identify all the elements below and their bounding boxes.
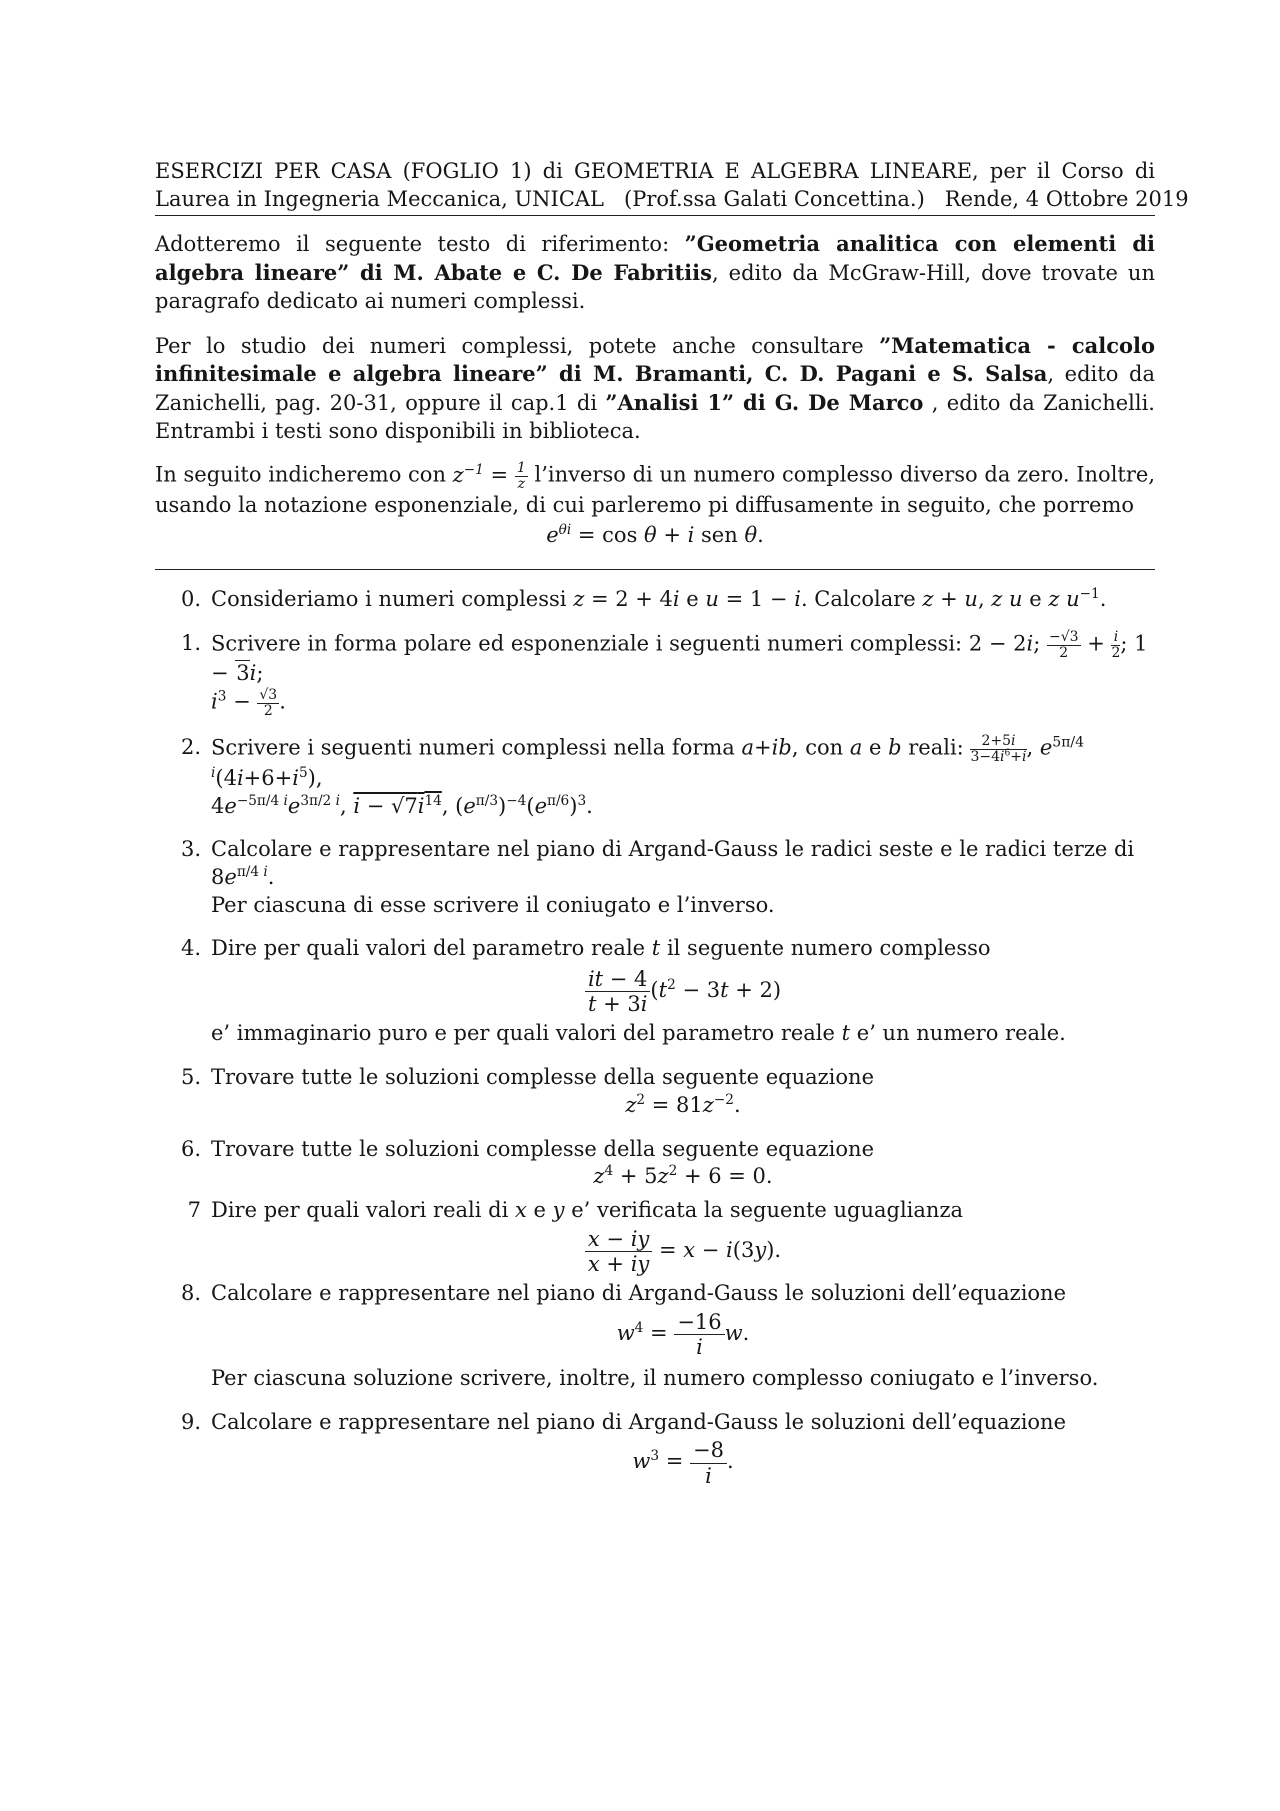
intro-text: l’inverso di un numero complesso diverso da zero. Inoltre, usando la notazione esponenziale, di cui parleremo pi diffusamente in seguito, che porremo bbox=[155, 463, 1155, 517]
exercise-text: Per ciascuna soluzione scrivere, inoltre, il numero complesso coniugato e l’inverso. bbox=[211, 1366, 1099, 1391]
exercise-text: e’ verificata la seguente uguaglianza bbox=[571, 1198, 964, 1223]
document-page bbox=[155, 158, 1189, 1488]
header-line-1: ESERCIZI PER CASA (FOGLIO 1) di GEOMETRIA E ALGEBRA LINEARE, per il Corso di bbox=[155, 159, 1155, 183]
exercise-number: 2. bbox=[180, 735, 201, 760]
section-divider bbox=[155, 569, 1155, 570]
exercise-5 bbox=[169, 1064, 1155, 1119]
reference-book-1: ”Geometria analitica con elementi di algebra lineare” di M. Abate e C. De Fabritiis bbox=[155, 231, 1155, 286]
exercise-3: 3. Calcolare e rappresentare nel piano di Argand-Gauss le radici seste e le radici terze di $8e^{\pi/4 i}$. Per ciascuna di esse scrivere il coniugato e l’inverso. bbox=[169, 836, 1155, 919]
exercise-number: 1. bbox=[180, 631, 201, 655]
exercise-text: Trovare tutte le soluzioni complesse della seguente equazione bbox=[211, 1136, 874, 1161]
exercise-2: 2. Scrivere i seguenti numeri complessi nella forma a+ib, con a e b reali: $\frac{2+5i}{3-4i^6+i}$ , $e^{5\pi/4 i}(4i+6+i^5)$, $4e^{-5\pi/4 i}e^{3\pi/2 i}$, $i - √7i^{14}$, $(e^{\pi/3})^{-4}(e^{\pi/6})^3$. bbox=[169, 734, 1155, 820]
exercise-text: Calcolare e rappresentare nel piano di Argand-Gauss le soluzioni dell’equazione bbox=[211, 1409, 1067, 1434]
intro-paragraph-3 bbox=[155, 461, 1155, 519]
reference-book-3: ”Analisi 1” di G. De Marco bbox=[605, 390, 924, 416]
exercise-list bbox=[169, 586, 1155, 1487]
exercise-9-formula: $w^3$ = $\frac{-8}{i}$ . bbox=[632, 1438, 734, 1488]
intro-text: , edito da Zanichelli, pag. 20-31, oppure il cap.1 di bbox=[155, 362, 1155, 416]
exercise-number: 8. bbox=[180, 1281, 201, 1306]
header-divider bbox=[155, 215, 1155, 216]
intro-paragraph-1 bbox=[155, 230, 1155, 315]
math-inline: $z^{-1}$ = $\frac{1}{z}$ bbox=[452, 460, 526, 493]
exercise-7-formula: $\frac{x - iy}{x + iy}$ = x − i(3y). bbox=[211, 1227, 1155, 1276]
exercise-number: 6. bbox=[180, 1136, 201, 1161]
exercise-1: 1. Scrivere in forma polare ed esponenziale i seguenti numeri complessi: 2 − 2i; $\frac{-√3}{2}$ + $\frac{i}{2}$ ; 1 − 3i; $i^3$ − $\frac{√3}{2}$ . bbox=[169, 630, 1155, 718]
exercise-text: il seguente numero complesso bbox=[666, 936, 991, 961]
exercise-7: 7 Dire per quali valori reali di x e y e’ verificata la seguente uguaglianza $\frac{x - iy}{x + iy}$ = x − i(3y). bbox=[169, 1197, 1155, 1276]
intro-text: , edito da McGraw-Hill, dove trovate un paragrafo dedicato ai numeri complessi. bbox=[155, 261, 1155, 313]
exercise-8 bbox=[169, 1280, 1155, 1393]
intro-text: Per lo studio dei numeri complessi, potete anche consultare bbox=[155, 333, 880, 358]
exercise-number: 5. bbox=[180, 1065, 201, 1090]
intro-paragraph-2 bbox=[155, 332, 1155, 446]
exercise-text: e’ un numero reale. bbox=[856, 1021, 1066, 1046]
exercise-number: 7 bbox=[187, 1198, 201, 1223]
reference-book-2: ”Matematica - calcolo infinitesimale e algebra lineare” di M. Bramanti, C. D. Pagani e S. Salsa bbox=[155, 332, 1155, 387]
exercise-6-formula: $z^4 + 5z^2 + 6 = 0$. bbox=[593, 1163, 773, 1189]
document-header bbox=[155, 158, 1189, 213]
exercise-text: Dire per quali valori del parametro reale bbox=[211, 936, 646, 961]
exercise-text: Trovare tutte le soluzioni complesse della seguente equazione bbox=[211, 1065, 874, 1090]
exercise-4-formula: $\frac{it - 4}{t + 3i}$ $(t^2 - 3t + 2)$ bbox=[211, 967, 1155, 1016]
exercise-9 bbox=[169, 1409, 1155, 1488]
intro-text: , edito da Zanichelli. Entrambi i testi sono disponibili in biblioteca. bbox=[155, 391, 1155, 443]
exercise-text: Calcolare e rappresentare nel piano di Argand-Gauss le soluzioni dell’equazione bbox=[211, 1281, 1067, 1306]
exercise-4: 4. Dire per quali valori del parametro reale t il seguente numero complesso $\frac{it - 4}{t + 3i}$ $(t^2 - 3t + 2)$ e’ immaginario puro e per quali valori del parametro reale t e’ un numero reale. bbox=[169, 935, 1155, 1048]
intro-text: Adotteremo il seguente testo di riferimento: bbox=[155, 232, 685, 257]
word: reali: bbox=[908, 736, 964, 761]
exercise-0: 0. Consideriamo i numeri complessi z = 2 + 4i e u = 1 − i. Calcolare z + u, z u e z $u^{-1}$. bbox=[169, 586, 1155, 614]
exercise-6 bbox=[169, 1136, 1155, 1191]
exercise-number: 0. bbox=[180, 587, 201, 612]
exercise-text: Dire per quali valori reali di bbox=[211, 1198, 509, 1223]
exercise-text: Scrivere in forma polare ed esponenziale i seguenti numeri complessi: bbox=[211, 631, 963, 656]
euler-formula: $e^{\theta i} = \cos \theta + i$ sen θ. bbox=[546, 521, 764, 547]
exercise-text: Calcolare e rappresentare nel piano di Argand-Gauss le radici seste e le radici terze di bbox=[211, 837, 1135, 862]
exercise-number: 4. bbox=[180, 936, 201, 961]
word: e bbox=[686, 587, 699, 612]
exercise-text: Per ciascuna di esse scrivere il coniugato e l’inverso. bbox=[211, 892, 775, 917]
exercise-text: e’ immaginario puro e per quali valori del parametro reale bbox=[211, 1021, 835, 1046]
exercise-text: Consideriamo i numeri complessi bbox=[211, 587, 567, 612]
header-line-2: Laurea in Ingegneria Meccanica, UNICAL (Prof.ssa Galati Concettina.) Rende, 4 Ottobre 2019 bbox=[155, 186, 1189, 211]
exercise-number: 9. bbox=[180, 1409, 201, 1434]
exercise-number: 3. bbox=[180, 837, 201, 862]
exercise-text: Scrivere i seguenti numeri complessi nella forma bbox=[211, 736, 735, 761]
intro-text: In seguito indicheremo con bbox=[155, 463, 453, 488]
exercise-8-formula: $w^4$ = $\frac{-16}{i}$ w. bbox=[616, 1309, 750, 1359]
exercise-5-formula: $z^2 = 81z^{-2}$. bbox=[625, 1091, 741, 1117]
word: con bbox=[805, 736, 844, 761]
